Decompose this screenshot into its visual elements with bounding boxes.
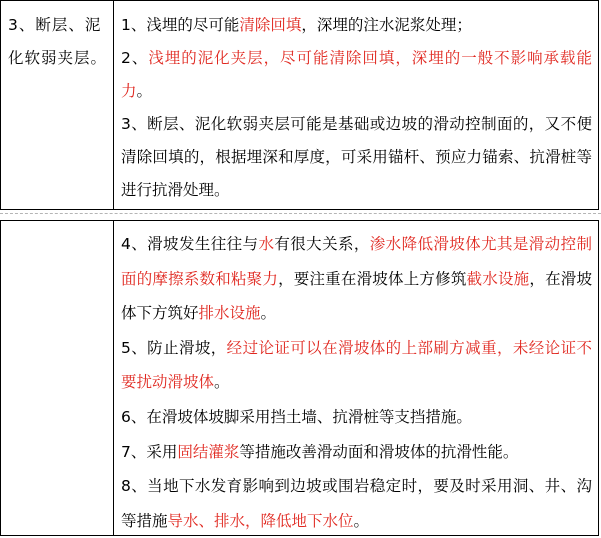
table-section-top	[0, 0, 599, 210]
item-text: 3、断层、泥化软弱夹层可能是基础或边坡的滑动控制面的，又不便清除回填的，根据埋深和厚度，可采用锚杆、预应力锚索、抗滑桩等进行抗滑处理。	[121, 115, 592, 199]
item-text: ，深埋的注水泥浆处理；	[301, 16, 472, 34]
item-text: 。	[214, 373, 230, 392]
measure-item	[121, 108, 592, 207]
item-text: 。	[260, 304, 277, 323]
measures-list	[121, 227, 592, 538]
highlighted-text: 水	[258, 235, 275, 253]
item-text: 。	[136, 82, 153, 100]
measure-item	[121, 331, 592, 400]
item-text: ，要注重在滑坡体上方修筑	[278, 269, 467, 288]
item-text: 6、在滑坡体坡脚采用挡土墙、抗滑桩等支挡措施。	[121, 407, 472, 426]
highlighted-text: 排水设施	[198, 304, 261, 323]
measure-item	[121, 42, 592, 108]
item-text: 。	[353, 511, 370, 530]
item-text: 7、采用	[121, 442, 178, 461]
item-text: 4、滑坡发生往往与	[121, 235, 259, 253]
measure-item	[121, 469, 592, 538]
category-cell	[0, 1, 114, 209]
highlighted-text: 经过论证可以在滑坡体的上部刷方减重，未经论证不要扰动滑坡体	[121, 338, 592, 392]
category-label: 3、断层、泥化软弱夹层。	[8, 16, 108, 67]
measures-list	[121, 9, 592, 207]
item-text: 5、防止滑坡，	[121, 338, 227, 357]
highlighted-text: 渗水降低滑坡体尤其是滑动控制面的摩擦系数和粘聚力	[121, 235, 592, 288]
measure-item	[121, 400, 592, 435]
item-text: ，在滑坡体下方筑好	[121, 269, 592, 323]
item-text: 有很大关系，	[274, 235, 370, 253]
measures-cell	[113, 221, 599, 535]
measure-item	[121, 227, 592, 331]
table-section-bottom	[0, 220, 599, 536]
measure-item	[121, 9, 592, 42]
measure-item	[121, 435, 592, 470]
item-text: 8、当地下水发育影响到边坡或围岩稳定时，要及时采用洞、井、沟等措施	[121, 477, 592, 530]
item-text: 等措施改善滑动面和滑坡体的抗滑性能。	[239, 442, 519, 461]
item-text: 1、浅埋的尽可能	[121, 16, 240, 34]
highlighted-text: 浅埋的泥化夹层，尽可能清除回填，深埋的一般不影响承载能力	[121, 49, 592, 100]
item-text: 2、	[121, 49, 149, 67]
category-cell-empty	[0, 221, 114, 535]
highlighted-text: 导水、排水，降低地下水位	[167, 511, 354, 530]
highlighted-text: 截水设施	[466, 269, 530, 288]
page-break-divider	[0, 213, 601, 214]
highlighted-text: 清除回填	[239, 16, 302, 34]
measures-cell	[113, 1, 599, 209]
highlighted-text: 固结灌浆	[177, 442, 240, 461]
